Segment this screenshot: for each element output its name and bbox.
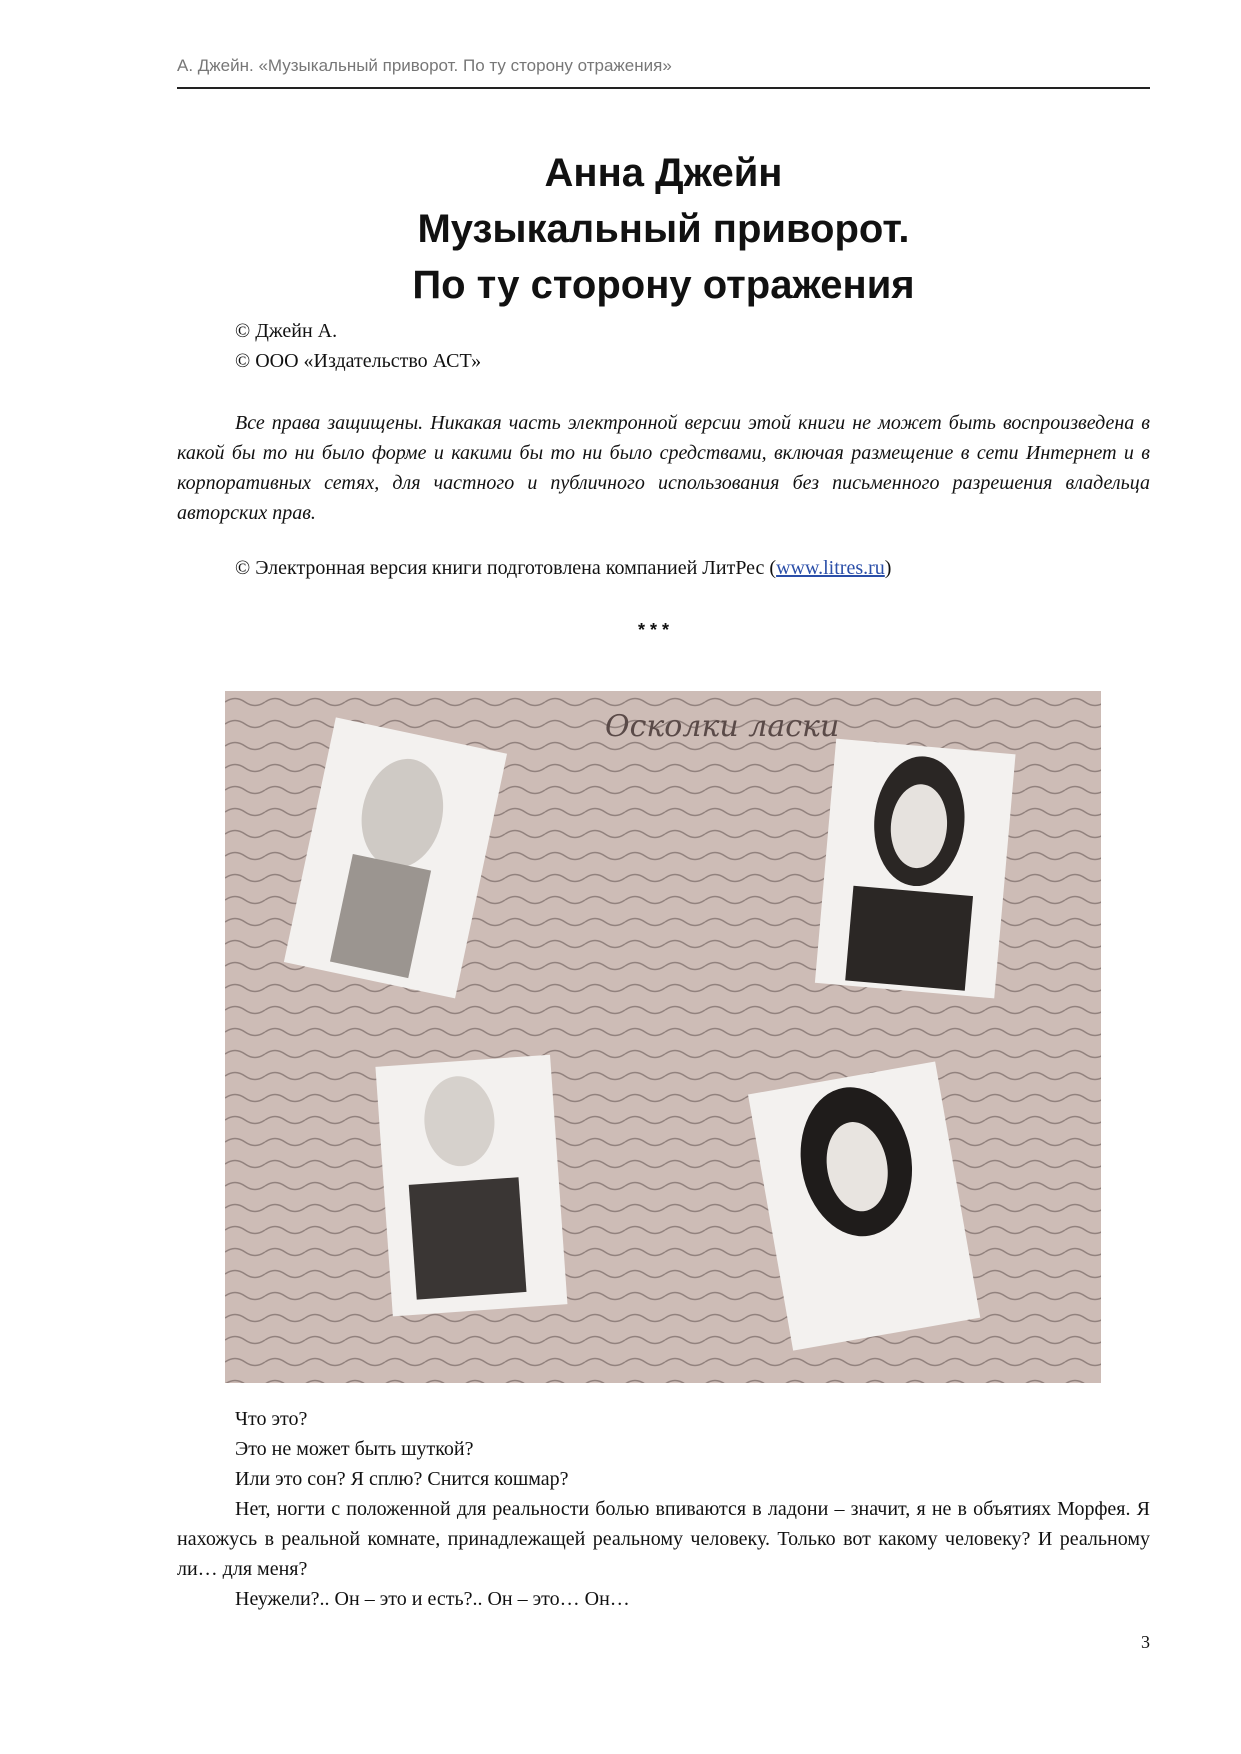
body-line: Неужели?.. Он – это и есть?.. Он – это… Он…: [235, 1588, 630, 1610]
title-line-1: Музыкальный приворот.: [417, 207, 910, 251]
page-number: 3: [1141, 1632, 1150, 1652]
litres-prefix: © Электронная версия книги подготовлена компанией ЛитРес (: [235, 557, 777, 579]
header-divider: [177, 87, 1150, 89]
body-line: Или это сон? Я сплю? Снится кошмар?: [235, 1468, 569, 1490]
portrait-young-man: [375, 1055, 567, 1317]
section-separator: * * *: [638, 620, 670, 640]
title-author: Анна Джейн: [544, 151, 783, 195]
title-line-2: По ту сторону отражения: [412, 263, 915, 307]
litres-link[interactable]: www.litres.ru: [776, 557, 885, 579]
illustration: [225, 691, 1101, 1383]
rights-notice: Все права защищены. Никакая часть электронной версии этой книги не может быть воспроизведена в какой бы то ни было форме и какими бы то ни было средствами, включая размещение в сети Интернет и в корпоративных сетях, для частного и публичного использования без письменного разрешения владельца авторских прав.: [177, 412, 1150, 524]
illustration-heading: Осколки ласки: [605, 709, 840, 744]
copyright-publisher: © ООО «Издательство АСТ»: [235, 350, 482, 372]
book-title: [177, 145, 1150, 313]
litres-suffix: ): [884, 557, 892, 579]
body-line: Это не может быть шуткой?: [235, 1438, 474, 1460]
running-header: А. Джейн. «Музыкальный приворот. По ту сторону отражения»: [177, 56, 672, 75]
body-line: Что это?: [235, 1408, 308, 1430]
copyright-author: © Джейн А.: [235, 320, 338, 342]
portrait-dark-hair-man: [815, 739, 1016, 999]
body-paragraph: Нет, ногти с положенной для реальности болью впиваются в ладони – значит, я не в объятиях Морфея. Я нахожусь в реальной комнате, принадлежащей реальному человеку. Только вот какому человеку? И реальному ли… для меня?: [177, 1498, 1150, 1580]
litres-notice: [235, 557, 891, 580]
